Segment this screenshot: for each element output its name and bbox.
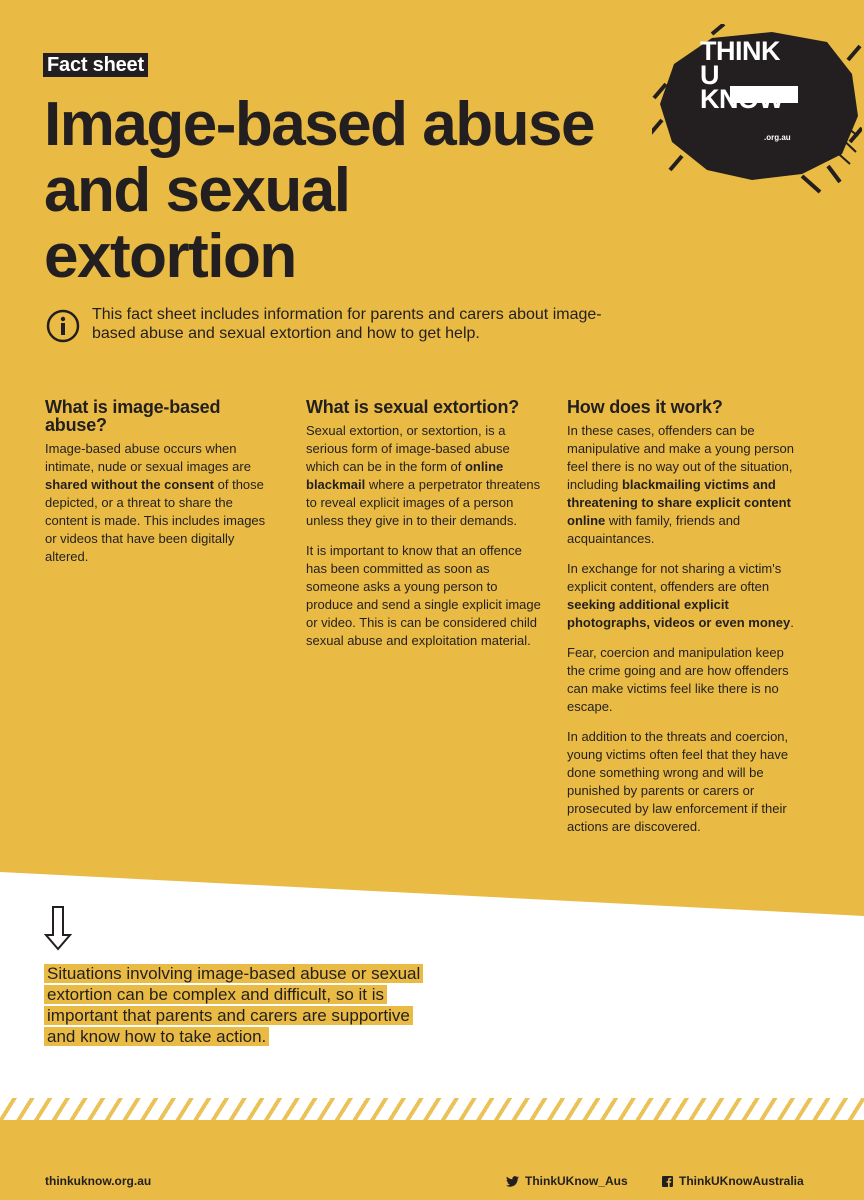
callout-highlight: Situations involving image-based abuse or sexual extortion can be complex and difficult, so it is important that parents and carers are supportive and know how to take action. [44, 964, 423, 1046]
text-run: Sexual extortion, or sextortion, is a serious form of image-based abuse which can be in the form of [306, 423, 510, 474]
bold-text: blackmailing victims and threatening to share explicit content online [567, 477, 791, 528]
intro-text: This fact sheet includes information for parents and carers about image-based abuse and sexual extortion and how to get help. [92, 306, 602, 342]
text-run: In these cases, offenders can be manipulative and make a young person feel there is no way out of the situation, including [567, 423, 794, 492]
fact-sheet-badge: Fact sheet [43, 53, 148, 77]
text-run: It is important to know that an offence has been committed as soon as someone asks a young person to produce and send a single explicit image or video. This is can be considered child sexual abuse and exploitation material. [306, 543, 541, 648]
page-title: Image-based abuse and sexual extortion [44, 90, 594, 291]
footer-website-link[interactable]: thinkuknow.org.au [45, 1174, 152, 1188]
text-run: . [790, 615, 794, 630]
column-how-does-it-work [567, 398, 805, 848]
facebook-icon [662, 1176, 673, 1187]
text-run: with family, friends and acquaintances. [567, 513, 741, 546]
twitter-icon [506, 1176, 519, 1187]
bold-text: seeking additional explicit photographs, videos or even money [567, 597, 791, 630]
column-paragraph [567, 644, 805, 716]
column-paragraph [567, 728, 805, 836]
column-body [45, 440, 275, 566]
logo-know-text: KNOW [700, 84, 784, 114]
bold-text: shared without the consent [45, 477, 215, 492]
callout-text [44, 963, 424, 1047]
column-paragraph [45, 440, 275, 566]
column-heading: What is sexual extortion? [306, 397, 520, 417]
info-icon [46, 309, 80, 343]
column-body [567, 422, 805, 836]
arrow-down-icon [44, 905, 72, 951]
logo-think-text: THINK [700, 36, 780, 66]
column-heading: How does it work? [567, 397, 723, 417]
text-run: where a perpetrator threatens to reveal explicit images of a person unless they give in to their demands. [306, 477, 541, 528]
column-paragraph [306, 422, 544, 530]
twitter-handle: ThinkUKnow_Aus [525, 1174, 628, 1188]
column-paragraph [567, 422, 805, 548]
logo-u-text: U [700, 60, 719, 90]
text-run: In exchange for not sharing a victim's explicit content, offenders are often [567, 561, 782, 594]
footer-facebook-link[interactable] [662, 1174, 804, 1188]
column-paragraph [306, 542, 544, 650]
facebook-handle: ThinkUKnowAustralia [679, 1174, 804, 1188]
column-body [306, 422, 544, 650]
text-run: In addition to the threats and coercion, young victims often feel that they have done something wrong and will be punished by parents or carers or prosecuted by law enforcement if their actions are discovered. [567, 729, 789, 834]
text-run: Image-based abuse occurs when intimate, nude or sexual images are [45, 441, 251, 474]
text-run: Fear, coercion and manipulation keep the crime going and are how offenders can make victims feel like there is no escape. [567, 645, 789, 714]
column-heading: What is image-based abuse? [45, 397, 221, 435]
column-paragraph [567, 560, 805, 632]
text-run: of those depicted, or a threat to share the content is made. This includes images or videos that have been digitally altered. [45, 477, 266, 564]
bold-text: online blackmail [306, 459, 504, 492]
column-image-based-abuse [45, 398, 275, 578]
column-sexual-extortion [306, 398, 544, 662]
logo-orgau-text: .org.au [764, 133, 791, 142]
diagonal-stripes-divider [0, 1098, 864, 1122]
footer-twitter-link[interactable] [506, 1174, 628, 1188]
